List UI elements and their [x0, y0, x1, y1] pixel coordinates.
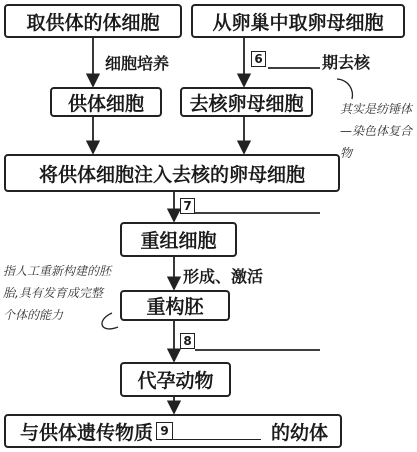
form-activate-label: 形成、激活: [183, 267, 264, 286]
cell-culture-label: 细胞培养: [105, 54, 170, 73]
ovary-oocyte-box: [191, 4, 405, 38]
blank-7-marker: [180, 198, 195, 214]
blank-8-marker: [180, 333, 195, 349]
offspring-prefix-text: 与供体遗传物质: [20, 421, 154, 444]
surrogate-animal-box: [120, 362, 231, 397]
reconstructed-cell-text: 重组细胞: [140, 230, 217, 252]
donor-cell-box: [50, 87, 162, 117]
offspring-suffix-text: 的幼体: [271, 421, 329, 444]
blank-6-number: 6: [254, 52, 263, 66]
nucleus-note-text: 其实是纺锤体—染色体复合物: [340, 102, 413, 160]
donor-somatic-cell-box: [4, 4, 182, 38]
inject-donor-cell-box: [4, 154, 340, 192]
blank-9-marker: [156, 422, 173, 440]
ovary-oocyte-text: 从卵巢中取卵母细胞: [212, 11, 384, 34]
enucleated-oocyte-box: [180, 87, 313, 117]
reconstructed-embryo-text: 重构胚: [146, 296, 204, 318]
donor-cell-text: 供体细胞: [67, 92, 144, 115]
enucleation-stage-label: 期去核: [322, 53, 371, 72]
blank-9-number: 9: [160, 424, 169, 438]
note-curve-nucleus: [337, 79, 352, 99]
blank-7-number: 7: [183, 199, 192, 213]
blank-6-marker: [251, 51, 266, 67]
enucleated-oocyte-text: 去核卵母细胞: [189, 92, 304, 115]
embryo-note-text: 指人工重新构建的胚胎,具有发育成完整个体的能力: [3, 264, 112, 322]
surrogate-animal-text: 代孕动物: [137, 370, 214, 392]
inject-donor-cell-text: 将供体细胞注入去核的卵母细胞: [38, 163, 305, 186]
blank-9-line: [173, 423, 261, 440]
nucleus-note: [340, 98, 414, 164]
offspring-box: [4, 414, 342, 448]
reconstructed-cell-box: [120, 222, 237, 257]
reconstructed-embryo-box: [120, 290, 230, 321]
blank-8-number: 8: [183, 334, 192, 348]
embryo-note: [3, 260, 111, 326]
donor-somatic-cell-text: 取供体的体细胞: [26, 11, 160, 34]
